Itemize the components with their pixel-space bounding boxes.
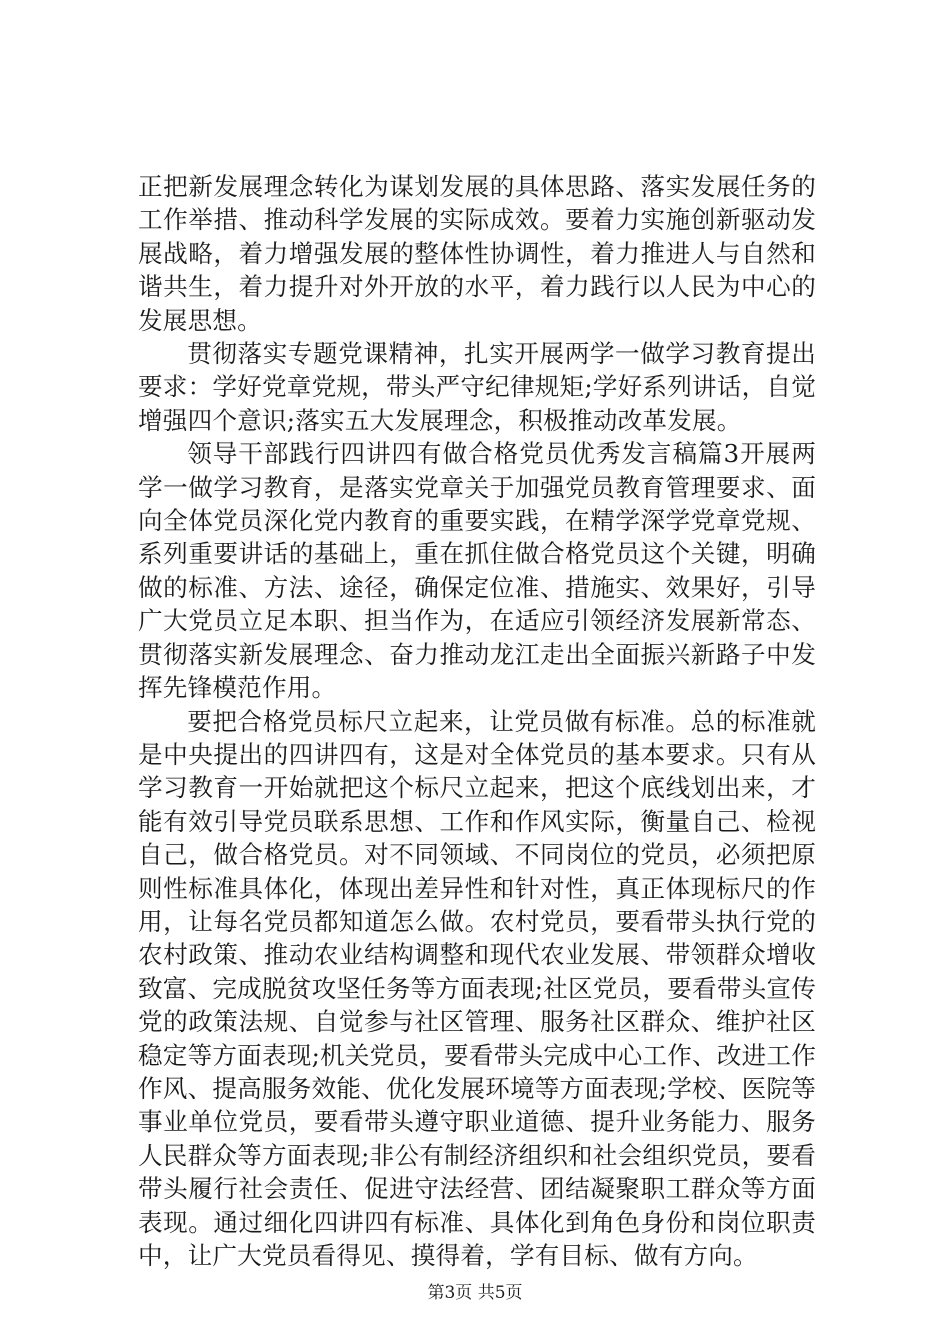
page-number-footer: 第3页 共5页 bbox=[427, 1283, 523, 1303]
document-body bbox=[138, 170, 816, 1272]
paragraph-4: 要把合格党员标尺立起来，让党员做有标准。总的标准就是中央提出的四讲四有，这是对全体党员的基本要求。只有从学习教育一开始就把这个标尺立起来，把这个底线划出来，才能有效引导党员联系思想、工作和作风实际，衡量自己、检视自己，做合格党员。对不同领域、不同岗位的党员，必须把原则性标准具体化，体现出差异性和针对性，真正体现标尺的作用，让每名党员都知道怎么做。农村党员，要看带头执行党的农村政策、推动农业结构调整和现代农业发展、带领群众增收致富、完成脱贫攻坚任务等方面表现;社区党员，要看带头宣传党的政策法规、自觉参与社区管理、服务社区群众、维护社区稳定等方面表现;机关党员，要看带头完成中心工作、改进工作作风、提高服务效能、优化发展环境等方面表现;学校、医院等事业单位党员，要看带头遵守职业道德、提升业务能力、服务人民群众等方面表现;非公有制经济组织和社会组织党员，要看带头履行社会责任、促进守法经营、团结凝聚职工群众等方面表现。通过细化四讲四有标准、具体化到角色身份和岗位职责中，让广大党员看得见、摸得着，学有目标、做有方向。 bbox=[138, 706, 816, 1270]
paragraph-2: 贯彻落实专题党课精神，扎实开展两学一做学习教育提出要求：学好党章党规，带头严守纪律规矩;学好系列讲话，自觉增强四个意识;落实五大发展理念，积极推动改革发展。 bbox=[138, 339, 816, 435]
paragraph-3: 领导干部践行四讲四有做合格党员优秀发言稿篇3开展两学一做学习教育，是落实党章关于加强党员教育管理要求、面向全体党员深化党内教育的重要实践，在精学深学党章党规、系列重要讲话的基础上，重在抓住做合格党员这个关键，明确做的标准、方法、途径，确保定位准、措施实、效果好，引导广大党员立足本职、担当作为，在适应引领经济发展新常态、贯彻落实新发展理念、奋力推动龙江走出全面振兴新路子中发挥先锋模范作用。 bbox=[138, 439, 816, 703]
paragraph-1: 正把新发展理念转化为谋划发展的具体思路、落实发展任务的工作举措、推动科学发展的实际成效。要着力实施创新驱动发展战略，着力增强发展的整体性协调性，着力推进人与自然和谐共生，着力提升对外开放的水平，着力践行以人民为中心的发展思想。 bbox=[138, 172, 816, 335]
